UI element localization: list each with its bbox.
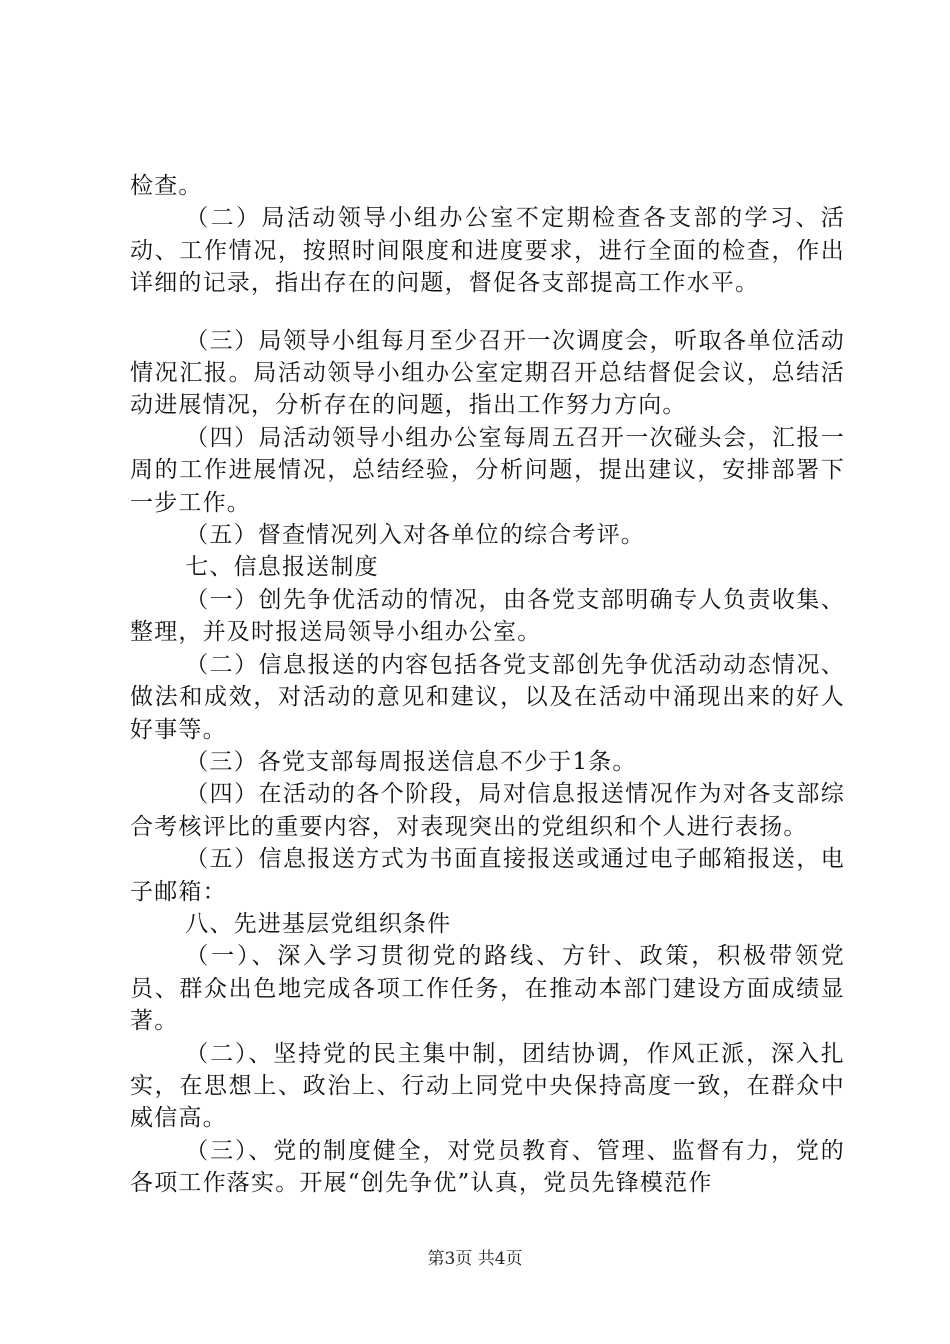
paragraph: （二）信息报送的内容包括各党支部创先争优活动动态情况、做法和成效，对活动的意见和建议，以及在活动中涌现出来的好人好事等。 xyxy=(130,651,845,743)
paragraph: （一）创先争优活动的情况，由各党支部明确专人负责收集、整理，并及时报送局领导小组办公室。 xyxy=(130,586,845,646)
paragraph: （四）在活动的各个阶段，局对信息报送情况作为对各支部综合考核评比的重要内容，对表现突出的党组织和个人进行表扬。 xyxy=(130,781,845,840)
paragraph: （五）信息报送方式为书面直接报送或通过电子邮箱报送，电子邮箱： xyxy=(130,846,845,905)
page-number-footer: 第3页 共4页 xyxy=(427,1249,523,1269)
paragraph: （三）各党支部每周报送信息不少于1条。 xyxy=(185,748,637,775)
paragraph: （二）、坚持党的民主集中制，团结协调，作风正派，深入扎实，在思想上、政治上、行动上同党中央保持高度一致，在群众中威信高。 xyxy=(130,1040,845,1132)
paragraph: （四）局活动领导小组办公室每周五召开一次碰头会，汇报一周的工作进展情况，总结经验，分析问题，提出建议，安排部署下一步工作。 xyxy=(130,424,845,516)
paragraph: （一）、深入学习贯彻党的路线、方针、政策，积极带领党员、群众出色地完成各项工作任务，在推动本部门建设方面成绩显著。 xyxy=(130,943,845,1035)
document-body xyxy=(130,170,845,1200)
paragraph: （三）、党的制度健全，对党员教育、管理、监督有力，党的各项工作落实。开展“创先争优”认真，党员先锋模范作 xyxy=(130,1137,845,1197)
paragraph: （三）局领导小组每月至少召开一次调度会，听取各单位活动情况汇报。局活动领导小组办公室定期召开总结督促会议，总结活动进展情况，分析存在的问题，指出工作努力方向。 xyxy=(130,327,845,419)
section-heading: 八、先进基层党组织条件 xyxy=(185,910,452,937)
paragraph: 检查。 xyxy=(130,173,203,199)
paragraph: （二）局活动领导小组办公室不定期检查各支部的学习、活动、工作情况，按照时间限度和进度要求，进行全面的检查，作出详细的记录，指出存在的问题，督促各支部提高工作水平。 xyxy=(130,205,845,297)
paragraph: （五）督查情况列入对各单位的综合考评。 xyxy=(185,522,645,549)
section-heading: 七、信息报送制度 xyxy=(185,554,379,581)
